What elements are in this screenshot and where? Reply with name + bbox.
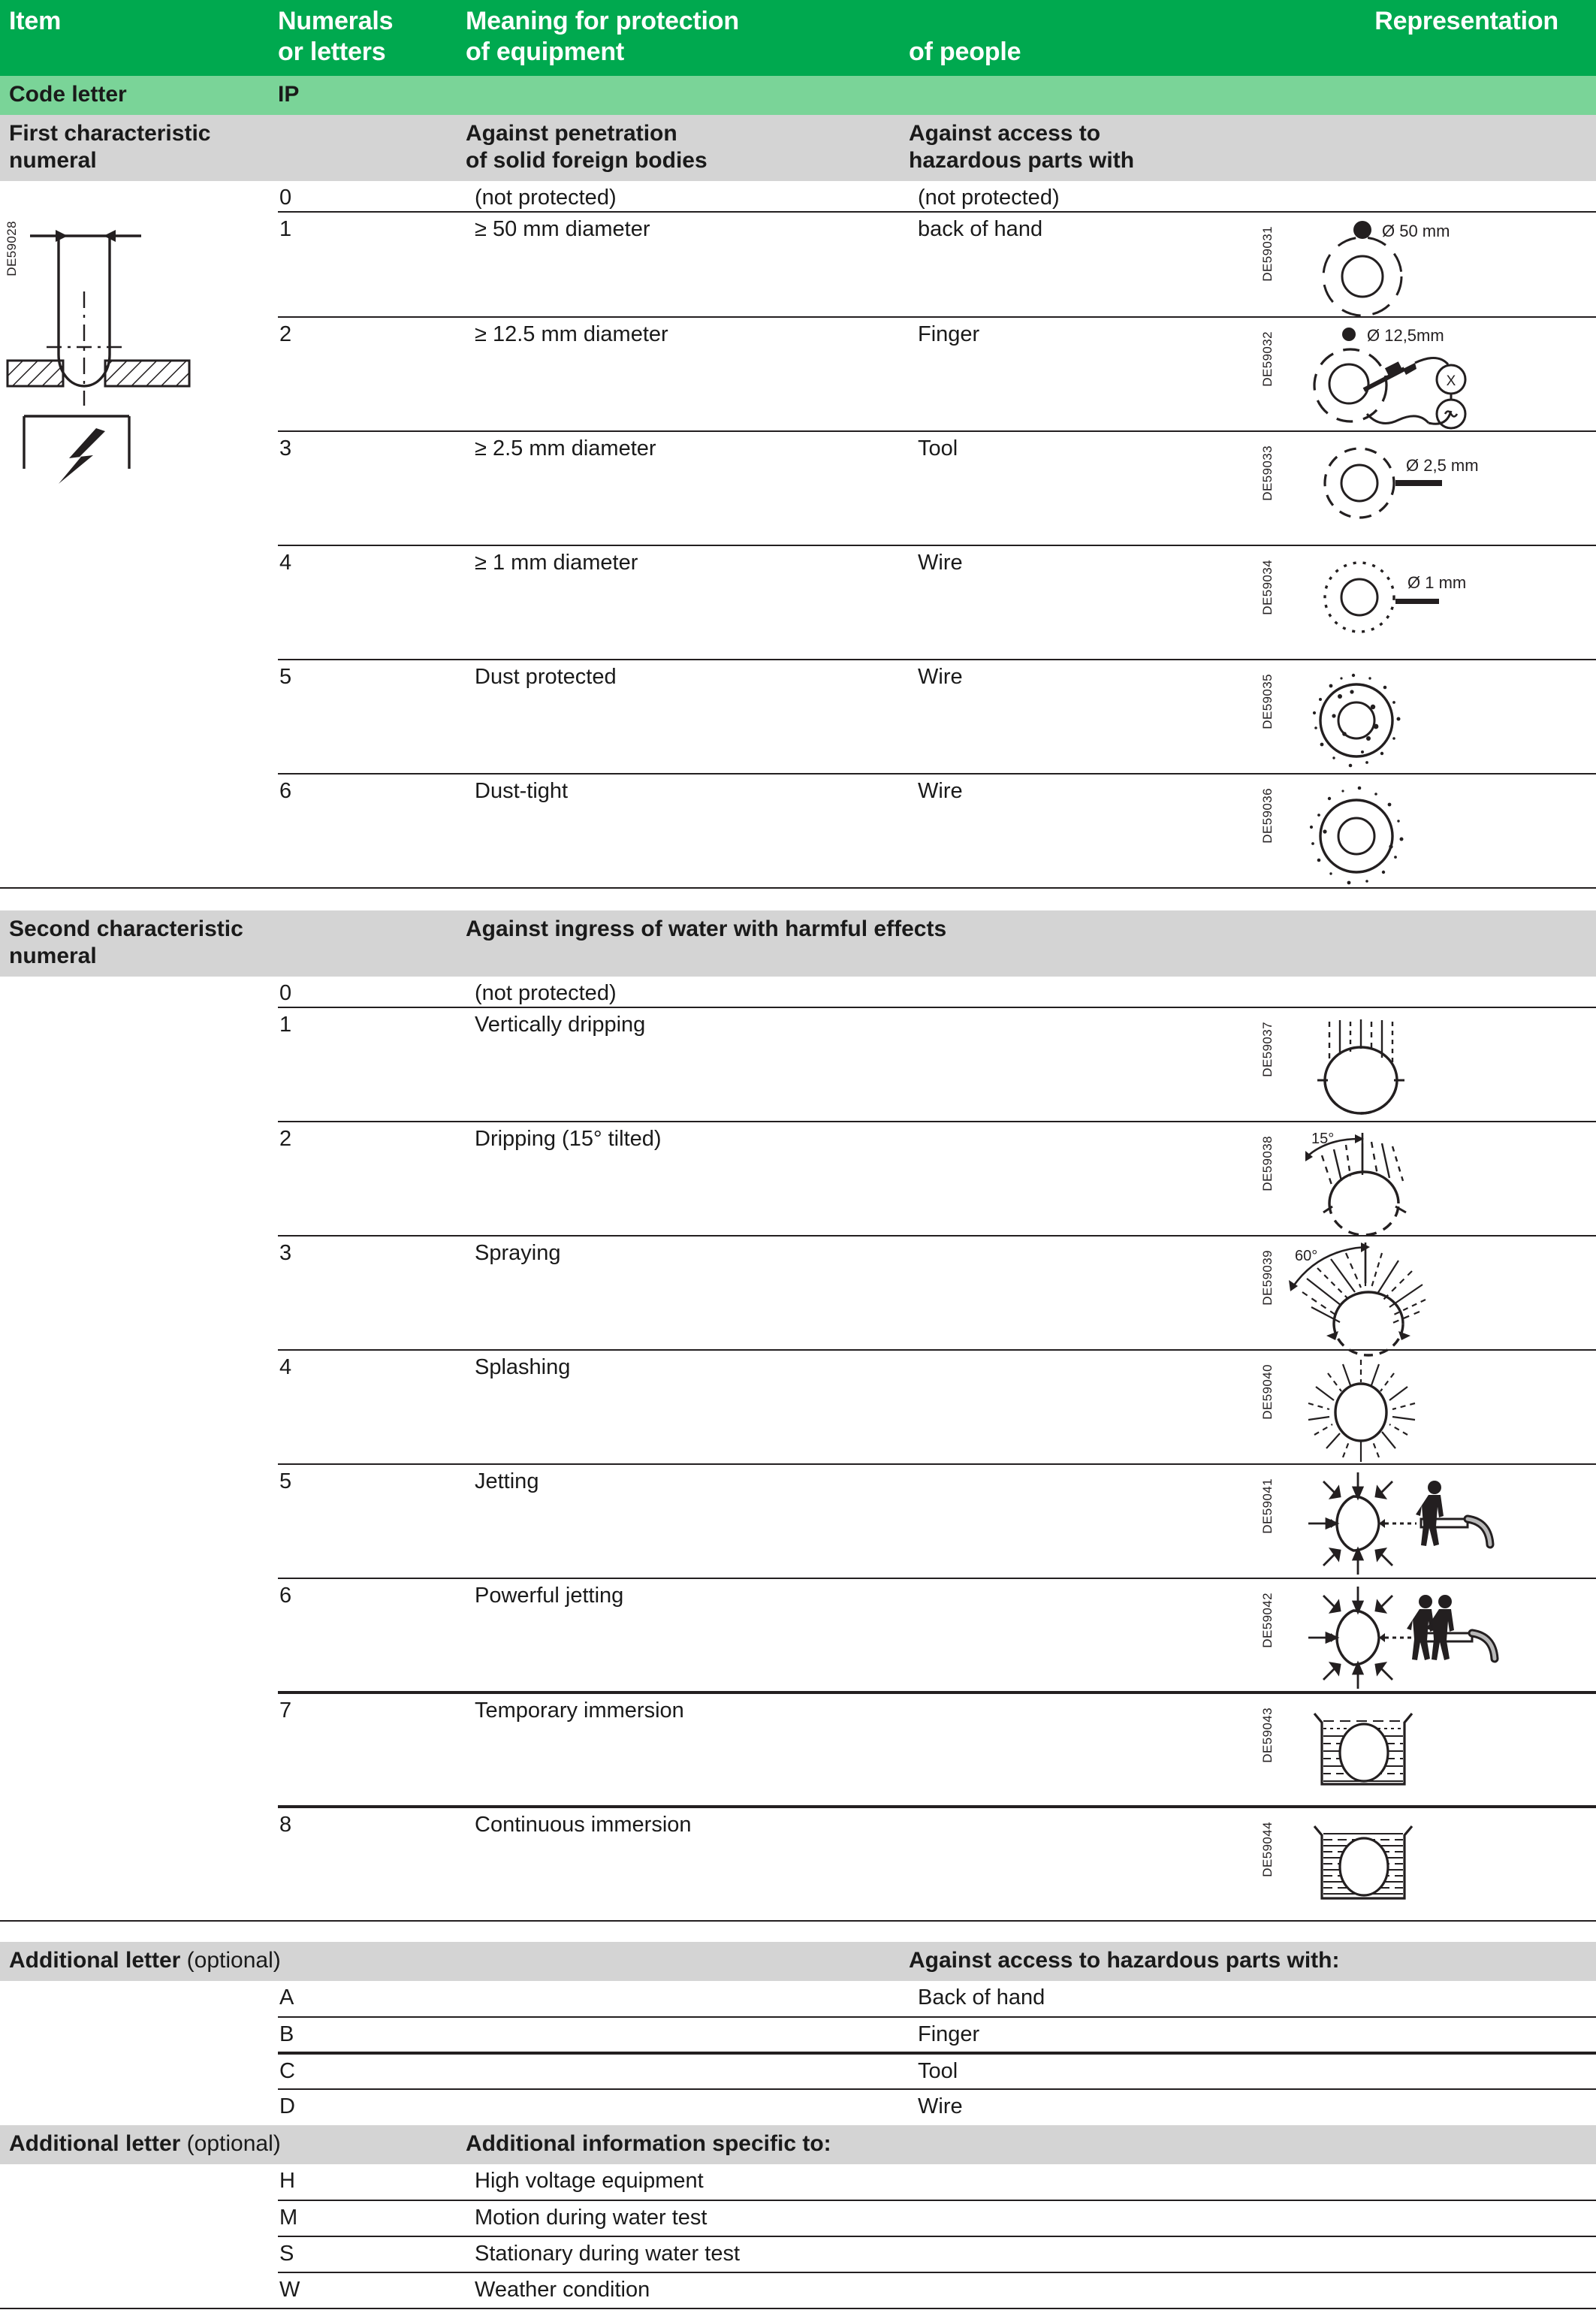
row-people: Wire bbox=[909, 774, 1254, 888]
row-numeral: 3 bbox=[278, 1236, 466, 1350]
addl1-blank-item bbox=[0, 2017, 278, 2053]
second-blank-item bbox=[0, 1350, 278, 1464]
second-blank-item bbox=[0, 977, 278, 1007]
row-representation bbox=[1254, 1578, 1596, 1692]
row-representation bbox=[1254, 1350, 1596, 1464]
first-numeral-band-label: First characteristic numeral bbox=[9, 120, 211, 173]
table-row bbox=[0, 1807, 1596, 1921]
angle-15-label: 15° bbox=[1311, 1130, 1335, 1147]
row-letter: B bbox=[278, 2017, 466, 2053]
row-letter: W bbox=[278, 2272, 466, 2308]
dust-tight-icon bbox=[1298, 784, 1546, 889]
row-numeral: 8 bbox=[278, 1807, 466, 1921]
svg-text:X: X bbox=[1446, 373, 1456, 389]
row-equipment: ≥ 1 mm diameter bbox=[466, 545, 909, 660]
addl2-blank-item bbox=[0, 2164, 278, 2200]
second-numeral-band bbox=[0, 910, 1596, 977]
row-representation bbox=[1254, 1236, 1596, 1350]
row-representation bbox=[1254, 212, 1596, 317]
row-numeral: 0 bbox=[279, 185, 292, 210]
de-code-label: DE59042 bbox=[1260, 1592, 1275, 1648]
second-numeral-band-blank bbox=[278, 910, 466, 977]
table-row bbox=[0, 1007, 1596, 1122]
item-illustration bbox=[0, 204, 259, 505]
additional-letter-2-label-optional: (optional) bbox=[180, 2130, 281, 2156]
header-cell-representation bbox=[1254, 0, 1596, 76]
table-header-row bbox=[0, 0, 1596, 76]
additional-letter-1-label bbox=[0, 1942, 466, 1981]
row-meaning: Splashing bbox=[466, 1350, 1254, 1464]
header-meaning-line2: of equipment bbox=[466, 38, 625, 67]
row-letter: C bbox=[278, 2053, 466, 2089]
first-numeral-band-rep bbox=[1254, 115, 1596, 181]
header-representation-label: Representation bbox=[1374, 7, 1558, 35]
tool-probe-2-5mm-icon bbox=[1298, 447, 1546, 537]
second-blank-item bbox=[0, 1692, 278, 1807]
second-blank-item bbox=[0, 1464, 278, 1578]
row-meaning: Temporary immersion bbox=[466, 1692, 1254, 1807]
first-numeral-equip-line2: of solid foreign bodies bbox=[466, 147, 707, 173]
row-numeral: 0 bbox=[279, 980, 292, 1005]
sphere-50mm-icon bbox=[1298, 220, 1546, 318]
addl1-blank-equip bbox=[466, 1981, 909, 2017]
de-code-label: DE59033 bbox=[1260, 445, 1275, 501]
header-cell-meaning bbox=[466, 0, 909, 76]
first-numeral-equip-line1: Against penetration bbox=[466, 120, 677, 146]
vertical-dripping-icon bbox=[1298, 1017, 1546, 1122]
table-row bbox=[0, 2272, 1596, 2308]
addl2-blank-item bbox=[0, 2272, 278, 2308]
splashing-icon bbox=[1298, 1357, 1546, 1465]
additional-letter-1-label-bold: Additional letter bbox=[9, 1947, 181, 1973]
row-representation bbox=[1254, 181, 1596, 212]
table-row bbox=[0, 2089, 1596, 2125]
row-representation bbox=[1254, 1464, 1596, 1578]
row-representation bbox=[1254, 317, 1596, 431]
row-meaning: Motion during water test bbox=[466, 2200, 1596, 2236]
de-code-label: DE59043 bbox=[1260, 1707, 1275, 1763]
table-row bbox=[0, 2053, 1596, 2089]
first-numeral-band bbox=[0, 115, 1596, 181]
additional-letter-band-2 bbox=[0, 2125, 1596, 2164]
header-meaning-line1: Meaning for protection bbox=[466, 7, 739, 35]
row-numeral: 4 bbox=[278, 1350, 466, 1464]
wire-probe-1mm-icon bbox=[1298, 561, 1546, 651]
row-letter: D bbox=[278, 2089, 466, 2125]
row-representation bbox=[1254, 1807, 1596, 1921]
spraying-60deg-icon bbox=[1277, 1241, 1547, 1351]
row-letter: S bbox=[278, 2236, 466, 2272]
code-letter-blank-equip bbox=[466, 76, 909, 115]
addl1-blank-equip bbox=[466, 2017, 909, 2053]
row-people: Finger bbox=[909, 317, 1254, 431]
row-equipment: (not protected) bbox=[475, 185, 617, 210]
test-finger-12-5mm-icon bbox=[1298, 325, 1553, 430]
row-letter: A bbox=[279, 1985, 294, 2010]
second-numeral-band-meaning: Against ingress of water with harmful effects bbox=[466, 916, 947, 941]
first-numeral-band-blank bbox=[278, 115, 466, 181]
angle-60-label: 60° bbox=[1295, 1247, 1318, 1264]
addl1-blank-equip bbox=[466, 2089, 909, 2125]
table-row bbox=[0, 2164, 1596, 2200]
table-row bbox=[0, 1122, 1596, 1236]
de-code-label: DE59028 bbox=[5, 221, 19, 276]
de-code-label: DE59038 bbox=[1260, 1135, 1275, 1191]
row-letter: M bbox=[278, 2200, 466, 2236]
row-representation bbox=[1254, 774, 1596, 888]
row-representation bbox=[1254, 1007, 1596, 1122]
row-meaning: Spraying bbox=[466, 1236, 1254, 1350]
row-equipment: ≥ 12.5 mm diameter bbox=[466, 317, 909, 431]
addl2-blank-item bbox=[0, 2200, 278, 2236]
row-representation bbox=[1254, 660, 1596, 774]
row-numeral: 5 bbox=[278, 660, 466, 774]
addl1-blank-item bbox=[0, 1981, 278, 2017]
addl1-blank-item bbox=[0, 2089, 278, 2125]
row-numeral: 7 bbox=[278, 1692, 466, 1807]
table-row bbox=[0, 1578, 1596, 1692]
row-representation bbox=[1254, 1122, 1596, 1236]
row-people: Wire bbox=[909, 660, 1254, 774]
continuous-immersion-icon bbox=[1298, 1820, 1546, 1910]
row-representation bbox=[1254, 431, 1596, 545]
row-numeral: 6 bbox=[278, 1578, 466, 1692]
first-numeral-band-people bbox=[909, 115, 1254, 181]
row-people: Wire bbox=[909, 545, 1254, 660]
header-numerals-line2: or letters bbox=[278, 38, 386, 67]
powerful-jetting-two-persons-hose-icon bbox=[1298, 1585, 1553, 1693]
row-equipment: Dust protected bbox=[466, 660, 909, 774]
row-people: Wire bbox=[909, 2089, 1596, 2125]
table-row bbox=[0, 1350, 1596, 1464]
row-meaning: Powerful jetting bbox=[466, 1578, 1254, 1692]
second-blank-item bbox=[0, 1122, 278, 1236]
row-people: back of hand bbox=[909, 212, 1254, 317]
row-people: Tool bbox=[909, 2053, 1596, 2089]
additional-letter-2-meaning-header: Additional information specific to: bbox=[466, 2130, 831, 2156]
de-code-label: DE59034 bbox=[1260, 559, 1275, 615]
row-representation bbox=[1254, 545, 1596, 660]
code-letter-value: IP bbox=[278, 81, 300, 107]
row-meaning: Weather condition bbox=[466, 2272, 1596, 2308]
table-row bbox=[0, 977, 1596, 1007]
additional-letter-1-blank bbox=[466, 1942, 909, 1981]
svg-text:Ø 1 mm: Ø 1 mm bbox=[1407, 572, 1467, 592]
table-bottom-rule-row bbox=[0, 2308, 1596, 2316]
table-row bbox=[0, 1464, 1596, 1578]
row-meaning: Jetting bbox=[466, 1464, 1254, 1578]
row-meaning: Continuous immersion bbox=[466, 1807, 1254, 1921]
table-row bbox=[0, 1692, 1596, 1807]
code-letter-label: Code letter bbox=[9, 81, 127, 107]
header-cell-people bbox=[909, 0, 1254, 76]
row-numeral: 2 bbox=[278, 1122, 466, 1236]
row-meaning: High voltage equipment bbox=[475, 2168, 704, 2193]
row-numeral: 3 bbox=[278, 431, 466, 545]
de-code-label: DE59032 bbox=[1260, 331, 1275, 387]
header-item-label: Item bbox=[9, 7, 62, 35]
row-equipment: Dust-tight bbox=[466, 774, 909, 888]
probe-penetration-diagram bbox=[0, 204, 240, 505]
de-code-label: DE59035 bbox=[1260, 673, 1275, 729]
first-numeral-people-line2: hazardous parts with bbox=[909, 147, 1135, 173]
additional-letter-1-label-optional: (optional) bbox=[180, 1947, 281, 1973]
table-row bbox=[0, 1236, 1596, 1350]
row-equipment: ≥ 50 mm diameter bbox=[466, 212, 909, 317]
row-numeral: 2 bbox=[278, 317, 466, 431]
code-letter-blank-people bbox=[909, 76, 1254, 115]
first-numeral-people-line1: Against access to bbox=[909, 120, 1101, 146]
second-blank-item bbox=[0, 1007, 278, 1122]
row-representation bbox=[1254, 1692, 1596, 1807]
de-code-label: DE59040 bbox=[1260, 1363, 1275, 1420]
second-blank-item bbox=[0, 1807, 278, 1921]
additional-letter-2-label bbox=[0, 2125, 466, 2164]
de-code-label: DE59031 bbox=[1260, 225, 1275, 282]
row-meaning: Dripping (15° tilted) bbox=[466, 1122, 1254, 1236]
row-people: (not protected) bbox=[918, 185, 1060, 210]
row-numeral: 6 bbox=[278, 774, 466, 888]
addl2-blank-item bbox=[0, 2236, 278, 2272]
table-row bbox=[0, 2017, 1596, 2053]
de-code-label: DE59041 bbox=[1260, 1478, 1275, 1534]
table-row bbox=[0, 2200, 1596, 2236]
row-numeral: 1 bbox=[278, 212, 466, 317]
table-row bbox=[0, 1981, 1596, 2017]
table-row bbox=[0, 2236, 1596, 2272]
code-letter-blank-rep bbox=[1254, 76, 1596, 115]
row-meaning: Vertically dripping bbox=[466, 1007, 1254, 1122]
additional-letter-1-people-header: Against access to hazardous parts with: bbox=[909, 1947, 1340, 1973]
svg-text:Ø 2,5 mm: Ø 2,5 mm bbox=[1406, 455, 1479, 475]
second-numeral-band-label: Second characteristic numeral bbox=[9, 916, 243, 968]
svg-text:Ø 12,5mm: Ø 12,5mm bbox=[1367, 325, 1444, 345]
additional-letter-2-label-bold: Additional letter bbox=[9, 2130, 181, 2156]
jetting-one-person-hose-icon bbox=[1298, 1471, 1553, 1579]
de-code-label: DE59036 bbox=[1260, 787, 1275, 844]
temporary-immersion-icon bbox=[1298, 1706, 1546, 1796]
row-equipment: ≥ 2.5 mm diameter bbox=[466, 431, 909, 545]
row-numeral: 4 bbox=[278, 545, 466, 660]
section-spacer bbox=[0, 1921, 1596, 1942]
second-numeral-band-rep bbox=[1254, 910, 1596, 977]
tilted-dripping-15deg-icon bbox=[1298, 1128, 1546, 1235]
row-people: Tool bbox=[909, 431, 1254, 545]
row-numeral: 5 bbox=[278, 1464, 466, 1578]
addl1-blank-equip bbox=[466, 2053, 909, 2089]
row-letter: H bbox=[279, 2168, 295, 2193]
de-code-label: DE59037 bbox=[1260, 1021, 1275, 1077]
row-numeral: 1 bbox=[278, 1007, 466, 1122]
additional-letter-band-1 bbox=[0, 1942, 1596, 1981]
row-representation bbox=[1254, 977, 1596, 1007]
row-meaning: Stationary during water test bbox=[466, 2236, 1596, 2272]
row-meaning: (not protected) bbox=[475, 980, 617, 1005]
section-spacer bbox=[0, 888, 1596, 910]
addl1-blank-item bbox=[0, 2053, 278, 2089]
header-people-label: of people bbox=[909, 38, 1021, 67]
header-cell-item bbox=[0, 0, 278, 76]
row-people: Finger bbox=[909, 2017, 1596, 2053]
code-letter-row bbox=[0, 76, 1596, 115]
second-blank-item bbox=[0, 1578, 278, 1692]
header-cell-numerals bbox=[278, 0, 466, 76]
de-code-label: DE59039 bbox=[1260, 1249, 1275, 1306]
svg-text:Ø 50 mm: Ø 50 mm bbox=[1382, 221, 1450, 240]
second-blank-item bbox=[0, 1236, 278, 1350]
header-numerals-line1: Numerals bbox=[278, 7, 394, 35]
de-code-label: DE59044 bbox=[1260, 1821, 1275, 1877]
row-people: Back of hand bbox=[918, 1985, 1045, 2010]
dust-protected-icon bbox=[1298, 669, 1546, 775]
first-numeral-band-equipment bbox=[466, 115, 909, 181]
